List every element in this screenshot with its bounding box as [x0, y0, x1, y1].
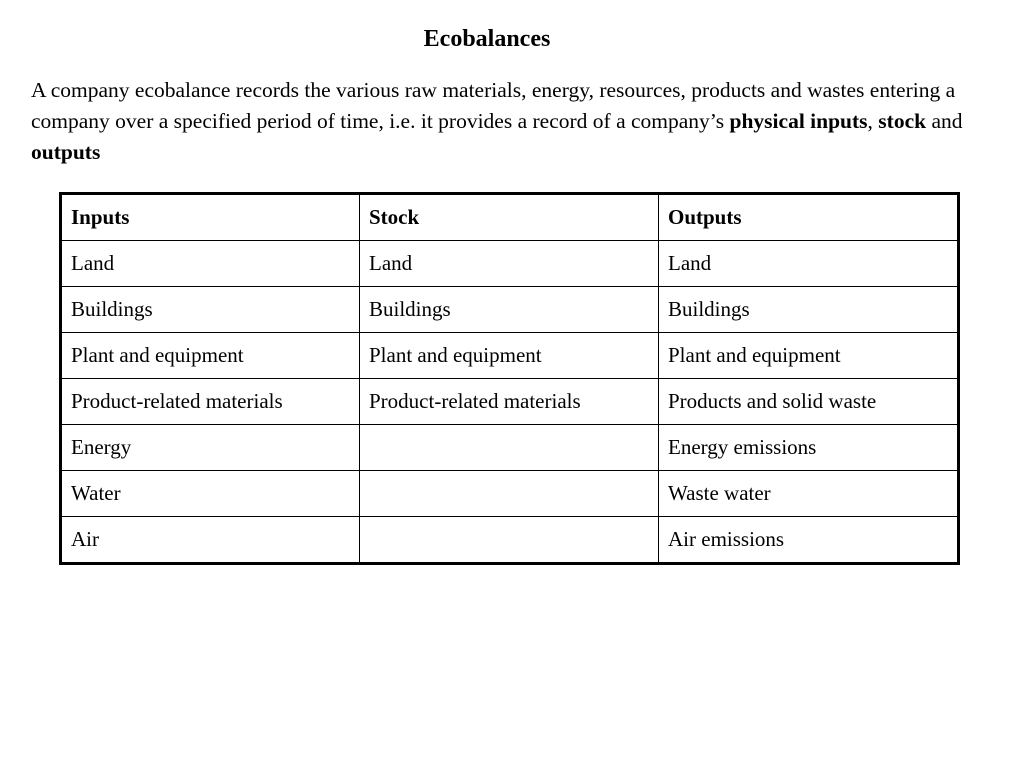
- cell-stock: Land: [360, 241, 659, 287]
- ecobalance-table: [59, 192, 960, 565]
- cell-stock: [360, 471, 659, 517]
- cell-output: Land: [659, 241, 959, 287]
- cell-output: Buildings: [659, 287, 959, 333]
- cell-input: Plant and equipment: [61, 333, 360, 379]
- intro-bold-outputs: outputs: [31, 140, 101, 164]
- table-header-row: [61, 194, 959, 241]
- cell-output: Energy emissions: [659, 425, 959, 471]
- cell-output: Plant and equipment: [659, 333, 959, 379]
- cell-output: Air emissions: [659, 517, 959, 564]
- intro-separator-comma: ,: [867, 109, 879, 133]
- cell-stock: Product-related materials: [360, 379, 659, 425]
- cell-input: Water: [61, 471, 360, 517]
- table-row: [61, 425, 959, 471]
- slide-title: Ecobalances: [423, 26, 551, 52]
- cell-input: Energy: [61, 425, 360, 471]
- table-row: [61, 379, 959, 425]
- cell-stock: Buildings: [360, 287, 659, 333]
- cell-input: Land: [61, 241, 360, 287]
- header-stock: Stock: [360, 194, 659, 241]
- intro-bold-physical-inputs: physical inputs: [729, 109, 868, 133]
- header-inputs: Inputs: [61, 194, 360, 241]
- intro-paragraph: [31, 75, 991, 168]
- cell-input: Air: [61, 517, 360, 564]
- table-row: [61, 287, 959, 333]
- cell-output: Products and solid waste: [659, 379, 959, 425]
- intro-text: A company ecobalance records the various raw materials, energy, resources, products and wastes entering a company over a specified period of time, i.e. it provides a record of a company’s: [31, 78, 956, 133]
- cell-input: Product-related materials: [61, 379, 360, 425]
- intro-bold-stock: stock: [878, 109, 927, 133]
- table-row: [61, 241, 959, 287]
- header-outputs: Outputs: [659, 194, 959, 241]
- intro-separator-and: and: [926, 109, 963, 133]
- cell-output: Waste water: [659, 471, 959, 517]
- cell-input: Buildings: [61, 287, 360, 333]
- table-row: [61, 471, 959, 517]
- table-row: [61, 517, 959, 564]
- cell-stock: Plant and equipment: [360, 333, 659, 379]
- table-row: [61, 333, 959, 379]
- cell-stock: [360, 517, 659, 564]
- cell-stock: [360, 425, 659, 471]
